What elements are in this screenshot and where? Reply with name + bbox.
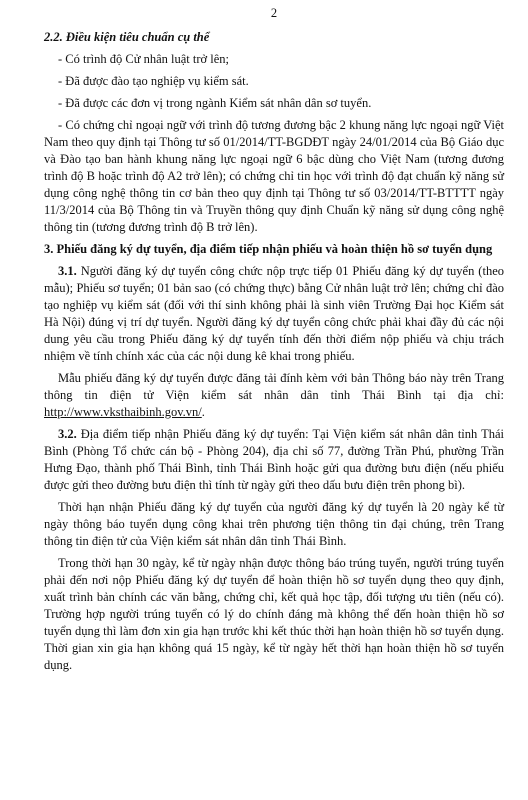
page-number: 2 <box>270 6 278 20</box>
section-3-2-paragraph <box>44 426 504 494</box>
section-3-heading: 3. Phiếu đăng ký dự tuyển, địa điểm tiếp nhận phiếu và hoàn thiện hồ sơ tuyển dụng <box>44 242 493 256</box>
form-download-text: Mẫu phiếu đăng ký dự tuyển được đăng tải đính kèm với bản Thông báo này trên Trang thông tin điện tử Viện kiểm sát nhân dân tỉnh Thái Bình tại địa chỉ: <box>44 371 504 402</box>
section-2-2-heading: 2.2. Điều kiện tiêu chuẩn cụ thể <box>44 30 210 44</box>
section-3-2-label: 3.2. <box>58 427 77 441</box>
requirement-item: - Đã được đào tạo nghiệp vụ kiểm sát. <box>58 74 249 88</box>
website-link[interactable]: http://www.vksthaibinh.gov.vn/ <box>44 405 202 419</box>
section-3-1-paragraph <box>44 263 504 365</box>
section-3-2-text: Địa điểm tiếp nhận Phiếu đăng ký dự tuyển: Tại Viện kiểm sát nhân dân tỉnh Thái Bình (Phòng Tổ chức cán bộ - Phòng 204), địa chỉ số 77, đường Trần Phú, phường Trần Hưng Đạo, thành phố Thái Bình, tỉnh Thái Bình hoặc gửi qua đường bưu điện (nếu phiếu được gửi theo đường bưu điện thì tính từ ngày gửi theo dấu bưu điện trên phong bì). <box>44 427 504 492</box>
form-download-paragraph <box>44 370 504 421</box>
requirement-item: - Có chứng chỉ ngoại ngữ với trình độ tương đương bậc 2 khung năng lực ngoại ngữ Việt Nam theo quy định tại Thông tư số 01/2014/TT-BGDĐT ngày 24/01/2014 của Bộ Giáo dục và Đào tạo ban hành khung năng lực ngoại ngữ 6 bậc dùng cho Việt Nam (tương đương trình độ B hoặc trình độ A2 trở lên); có chứng chỉ tin học với trình độ đạt chuẩn kỹ năng sử dụng công nghệ thông tin cơ bản theo quy định tại Thông tư số 03/2014/TT-BTTTT ngày 11/3/2014 của Bộ Thông tin và Truyền thông quy định Chuẩn kỹ năng sử dụng công nghệ thông tin (tương đương trình độ B trở lên). <box>44 118 504 234</box>
requirement-item: - Đã được các đơn vị trong ngành Kiểm sát nhân dân sơ tuyển. <box>58 96 372 110</box>
section-3-1-label: 3.1. <box>58 264 77 278</box>
form-download-end: . <box>201 405 205 419</box>
requirement-item: - Có trình độ Cử nhân luật trở lên; <box>58 52 230 66</box>
submission-deadline-paragraph: Thời hạn nhận Phiếu đăng ký dự tuyển của người đăng ký dự tuyển là 20 ngày kể từ ngày thông báo tuyển dụng công khai trên phương tiện thông tin đại chúng, trên Trang thông tin điện tử của Viện kiểm sát nhân dân tỉnh Thái Bình. <box>44 500 504 548</box>
section-3-1-text: Người đăng ký dự tuyển công chức nộp trực tiếp 01 Phiếu đăng ký dự tuyển (theo mẫu); Phiếu sơ tuyển; 01 bản sao (có chứng thực) bằng Cử nhân luật trở lên; chứng chỉ đào tạo nghiệp vụ kiểm sát (đối với thí sinh không phải là sinh viên Trường Đại học Kiểm sát Hà Nội) đúng vị trí dự tuyển. Người đăng ký dự tuyển công chức phải khai đầy đủ các nội dung yêu cầu trong Phiếu đăng ký dự tuyển tính đến thời điểm nộp phiếu và chịu trách nhiệm về tính chính xác của các nội dung kê khai trong phiếu. <box>44 264 504 363</box>
completion-deadline-paragraph: Trong thời hạn 30 ngày, kể từ ngày nhận được thông báo trúng tuyển, người trúng tuyển phải đến nơi nộp Phiếu đăng ký dự tuyển để hoàn thiện hồ sơ tuyển dụng theo quy định, xuất trình bản chính các văn bằng, chứng chỉ, kết quả học tập, đối tượng ưu tiên (nếu có). Trường hợp người trúng tuyển có lý do chính đáng mà không thể đến hoàn thiện hồ sơ tuyển dụng thì làm đơn xin gia hạn trước khi kết thúc thời hạn hoàn thiện hồ sơ tuyển dụng. Thời gian xin gia hạn không quá 15 ngày, kể từ ngày hết thời hạn hoàn thiện hồ sơ tuyển dụng. <box>44 556 504 672</box>
